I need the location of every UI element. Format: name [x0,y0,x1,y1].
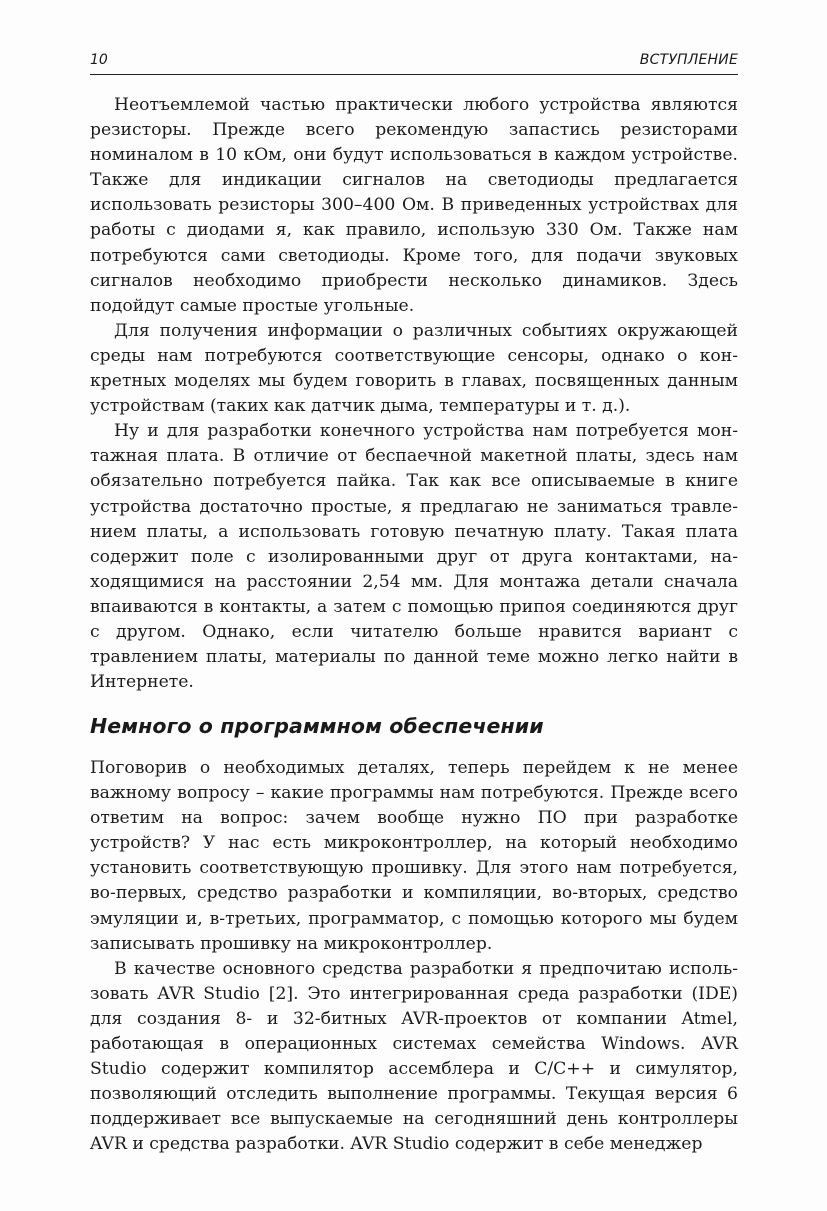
text-block-after-heading [90,756,738,1158]
paragraph-avr-studio: В качестве основного средства разработки я предпочитаю использовать AVR Studio [2]. Это интегрированная среда разработки (IDE) для создания 8- и 32-битных AVR-проектов от компании Atmel, работающая в операционных системах семейства Windows. AVR Studio содержит компилятор ассемблера и C/C++ и симулятор, позволяющий отследить выполнение программы. Текущая версия 6 поддерживает все выпускаемые на сегодняшний день контроллеры AVR и средства разработки. AVR Studio содержит в себе менеджер [90,958,738,1155]
page-number: 10 [90,52,108,68]
text-block-before-heading [90,93,738,695]
running-header [90,52,738,75]
paragraph-sensors: Для получения информации о различных событиях окружающей среды нам потребуются соответствующие сенсоры, однако о конкретных моделях мы будем говорить в главах, посвященных данным устройствам (таких как датчик дыма, температуры и т. д.). [90,320,738,417]
running-section-title: ВСТУПЛЕНИЕ [639,52,738,68]
paragraph-mounting-board: Ну и для разработки конечного устройства нам потребуется монтажная плата. В отличие от беспаечной макетной платы, здесь нам обязательно потребуется пайка. Так как все описываемые в книге устройства достаточно простые, я предлагаю не заниматься травлением платы, а использовать готовую печатную плату. Такая плата содержит поле с изолированными друг от друга контактами, находящимися на расстоянии 2,54 мм. Для монтажа детали сначала впаиваются в контакты, а затем с помощью припоя соединяются друг с другом. Однако, если читателю больше нравится вариант с травлением платы, материалы по данной теме можно легко найти в Интернете. [90,421,738,693]
paragraph-software-intro: Поговорив о необходимых деталях, теперь перейдем к не менее важному вопросу – какие программы нам потребуются. Прежде всего ответим на вопрос: зачем вообще нужно ПО при разработке устройств? У нас есть микроконтроллер, на который необходимо установить соответствующую прошивку. Для этого нам потребуется, во-первых, средство разработки и компиляции, во-вторых, средство эмуляции и, в-третьих, программатор, с помощью которого мы будем записывать прошивку на микроконтроллер. [90,758,738,954]
section-heading: Немного о программном обеспечении [90,714,544,738]
paragraph-resistors: Неотъемлемой частью практически любого устройства являются резисторы. Прежде всего рекомендую запастись резисторами номиналом в 10 кОм, они будут использоваться в каждом устройстве. Также для индикации сигналов на светодиоды предлагается использовать резисторы 300–400 Ом. В приведенных устройствах для работы с диодами я, как правило, использую 330 Ом. Также нам потребуются сами светодиоды. Кроме того, для подачи звуковых сигналов необходимо приобрести несколько динамиков. Здесь подойдут самые простые угольные. [90,95,738,316]
